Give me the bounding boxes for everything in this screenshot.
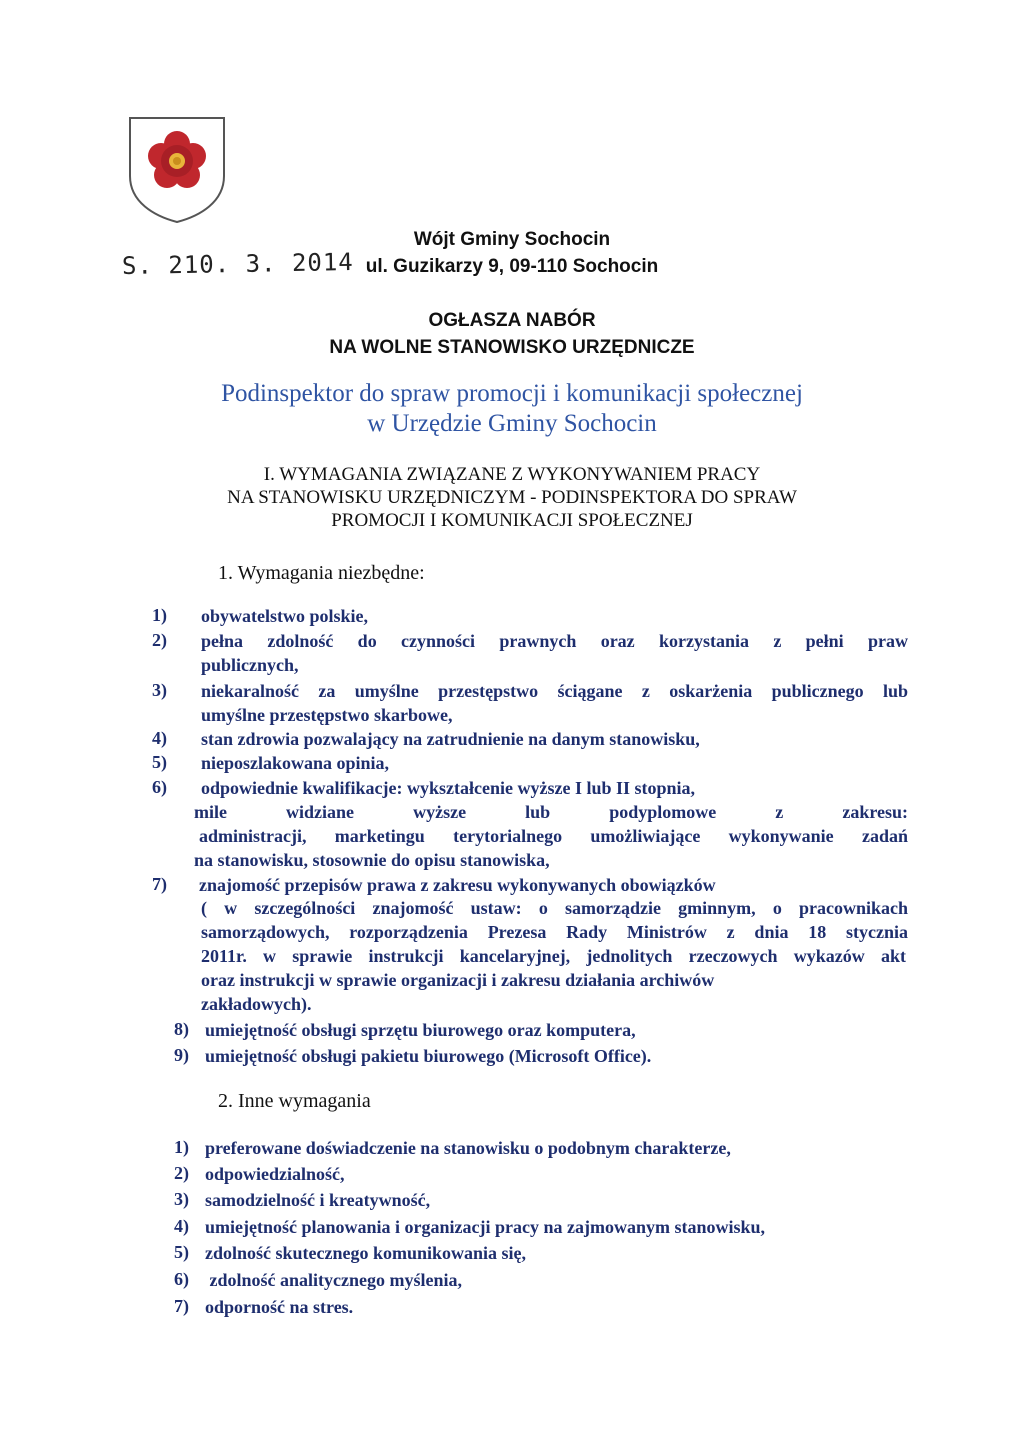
section-heading-line-2: NA STANOWISKU URZĘDNICZYM - PODINSPEKTORA DO SPRAW xyxy=(227,487,797,508)
list-item: zdolność skutecznego komunikowania się, xyxy=(205,1243,527,1263)
list-item-number: 2) xyxy=(174,1163,189,1183)
list-item-continuation: samorządowych, rozporządzenia Prezesa Rady Ministrów z dnia 18 stycznia xyxy=(201,922,908,942)
list-item: umiejętność obsługi sprzętu biurowego oraz komputera, xyxy=(205,1020,636,1040)
list-item-number: 9) xyxy=(174,1045,189,1065)
list-item: niekaralność za umyślne przestępstwo ściągane z oskarżenia publicznego lub xyxy=(201,681,908,701)
list-item-continuation: ( w szczególności znajomość ustaw: o samorządzie gminnym, o pracownikach xyxy=(201,898,908,918)
list-item: samodzielność i kreatywność, xyxy=(205,1190,431,1210)
list-item-continuation: zakładowych). xyxy=(201,994,312,1014)
list-item-number: 4) xyxy=(174,1216,189,1236)
list-item-continuation: oraz instrukcji w sprawie organizacji i zakresu działania archiwów xyxy=(201,970,715,990)
list-item: odporność na stres. xyxy=(205,1297,354,1317)
list-item-number: 6) xyxy=(152,777,167,797)
coat-of-arms-icon xyxy=(128,116,226,224)
handwritten-reference: S. 210. 3. 2014 xyxy=(121,247,354,281)
list-item: odpowiednie kwalifikacje: wykształcenie wyższe I lub II stopnia, xyxy=(201,778,696,798)
list-item-number: 7) xyxy=(174,1296,189,1316)
required-title: 1. Wymagania niezbędne: xyxy=(218,562,425,584)
section-heading-line-3: PROMOCJI I KOMUNIKACJI SPOŁECZNEJ xyxy=(331,510,693,531)
list-item-number: 3) xyxy=(174,1189,189,1209)
list-item: odpowiedzialność, xyxy=(205,1164,345,1184)
list-item: umiejętność obsługi pakietu biurowego (Microsoft Office). xyxy=(205,1046,652,1066)
list-item: umiejętność planowania i organizacji pracy na zajmowanym stanowisku, xyxy=(205,1217,766,1237)
position-title-line-2: w Urzędzie Gminy Sochocin xyxy=(367,410,657,437)
list-item-continuation: umyślne przestępstwo skarbowe, xyxy=(201,705,453,725)
list-item-number: 6) xyxy=(174,1269,189,1289)
announcement-line-1: OGŁASZA NABÓR xyxy=(428,310,596,331)
list-item: znajomość przepisów prawa z zakresu wykonywanych obowiązków xyxy=(199,875,716,895)
list-item-continuation: administracji, marketingu terytorialnego umożliwiające wykonywanie zadań xyxy=(199,826,908,846)
list-item-number: 2) xyxy=(152,630,167,650)
list-item: nieposzlakowana opinia, xyxy=(201,753,390,773)
list-item: obywatelstwo polskie, xyxy=(201,606,369,626)
list-item: stan zdrowia pozwalający na zatrudnienie na danym stanowisku, xyxy=(201,729,700,749)
list-item-number: 4) xyxy=(152,728,167,748)
other-title: 2. Inne wymagania xyxy=(218,1090,371,1112)
list-item-number: 3) xyxy=(152,680,167,700)
list-item-number: 8) xyxy=(174,1019,189,1039)
list-item: pełna zdolność do czynności prawnych oraz korzystania z pełni praw xyxy=(201,631,908,651)
list-item-number: 5) xyxy=(152,752,167,772)
list-item-continuation: publicznych, xyxy=(201,655,299,675)
list-item-number: 1) xyxy=(174,1137,189,1157)
list-item: zdolność analitycznego myślenia, xyxy=(205,1270,462,1290)
list-item-continuation: mile widziane wyższe lub podyplomowe z zakresu: xyxy=(194,802,908,822)
section-heading-line-1: I. WYMAGANIA ZWIĄZANE Z WYKONYWANIEM PRACY xyxy=(263,464,761,485)
list-item-continuation: 2011r. w sprawie instrukcji kancelaryjnej, jednolitych rzeczowych wykazów akt xyxy=(201,946,906,966)
list-item-number: 5) xyxy=(174,1242,189,1262)
list-item-number: 7) xyxy=(152,874,167,894)
list-item-number: 1) xyxy=(152,605,167,625)
list-item: preferowane doświadczenie na stanowisku o podobnym charakterze, xyxy=(205,1138,731,1158)
position-title-line-1: Podinspektor do spraw promocji i komunikacji społecznej xyxy=(221,380,803,407)
authority-name: Wójt Gminy Sochocin xyxy=(413,229,611,250)
list-item-continuation: na stanowisku, stosownie do opisu stanowiska, xyxy=(194,850,550,870)
authority-address: ul. Guzikarzy 9, 09-110 Sochocin xyxy=(365,256,659,277)
announcement-line-2: NA WOLNE STANOWISKO URZĘDNICZE xyxy=(329,337,695,358)
